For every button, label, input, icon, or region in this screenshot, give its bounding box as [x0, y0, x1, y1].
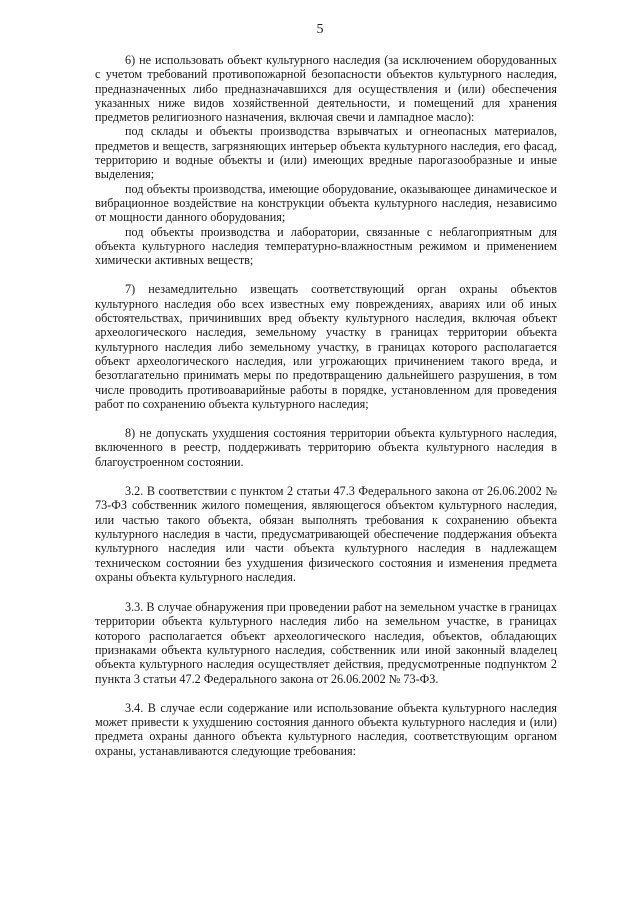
page-number: 5 [316, 22, 324, 37]
paragraph-production-vibration: под объекты производства, имеющие оборудование, оказывающее динамическое и вибрационное воздействие на конструкции объекта культурного наследия, независимо от мощности данного оборудования; [95, 181, 557, 225]
paragraph-3-3: 3.3. В случае обнаружения при проведении работ на земельном участке в границах территории объекта культурного наследия либо на земельном участке, в границах которого располагается объект археологического наследия, объектов, обладающих признаками объекта культурного наследия, собственник или иной законный владелец объекта культурного наследия осуществляет действия, предусмотренные подпунктом 2 пункта 3 статьи 47.2 Федерального закона от 26.06.2002 № 73-ФЗ. [95, 600, 557, 686]
paragraph-3-4: 3.4. В случае если содержание или использование объекта культурного наследия может привести к ухудшению состояния данного объекта культурного наследия и (или) предмета охраны данного объекта культурного наследия, соответствующим органом охраны, устанавливаются следующие требования: [95, 700, 557, 758]
paragraph-item-8: 8) не допускать ухудшения состояния территории объекта культурного наследия, включенного в реестр, поддерживать территорию объекта культурного наследия в благоустроенном состоянии. [95, 426, 557, 469]
paragraph-3-2: 3.2. В соответствии с пунктом 2 статьи 47.3 Федерального закона от 26.06.2002 № 73-ФЗ собственник жилого помещения, являющегося объектом культурного наследия, или частью такого объекта, обязан выполнять требования к сохранению объекта культурного наследия в части, предусматривающей обеспечение поддержания объекта культурного наследия или части объекта культурного наследия в надлежащем техническом состоянии без ухудшения физического состояния и изменения предмета охраны объекта культурного наследия. [95, 484, 557, 584]
paragraph-laboratories: под объекты производства и лаборатории, связанные с неблагоприятным для объекта культурного наследия температурно-влажностным режимом и применением химически активных веществ; [95, 224, 557, 268]
document-body [95, 53, 557, 758]
paragraph-item-7: 7) незамедлительно извещать соответствующий орган охраны объектов культурного наследия обо всех известных ему повреждениях, авариях или об иных обстоятельствах, причинивших вред объекту культурного наследия, включая объект археологического наследия, земельному участку в границах территории объекта культурного наследия либо земельному участку, в границах которого располагается объект археологического наследия, или угрожающих причинением такого вреда, и безотлагательно принимать меры по предотвращению дальнейшего разрушения, в том числе проводить противоаварийные работы в порядке, установленном для проведения работ по сохранению объекта культурного наследия; [95, 282, 557, 411]
paragraph-item-6: 6) не использовать объект культурного наследия (за исключением оборудованных с учетом требований противопожарной безопасности объектов культурного наследия, предназначенных либо предназначавшихся для осуществления и (или) обеспечения указанных ниже видов хозяйственной деятельности, и помещений для хранения предметов религиозного назначения, включая свечи и лампадное масло): [95, 53, 557, 125]
paragraph-warehouses: под склады и объекты производства взрывчатых и огнеопасных материалов, предметов и веществ, загрязняющих интерьер объекта культурного наследия, его фасад, территорию и водные объекты и (или) имеющих вредные парогазообразные и иные выделения; [95, 124, 557, 182]
